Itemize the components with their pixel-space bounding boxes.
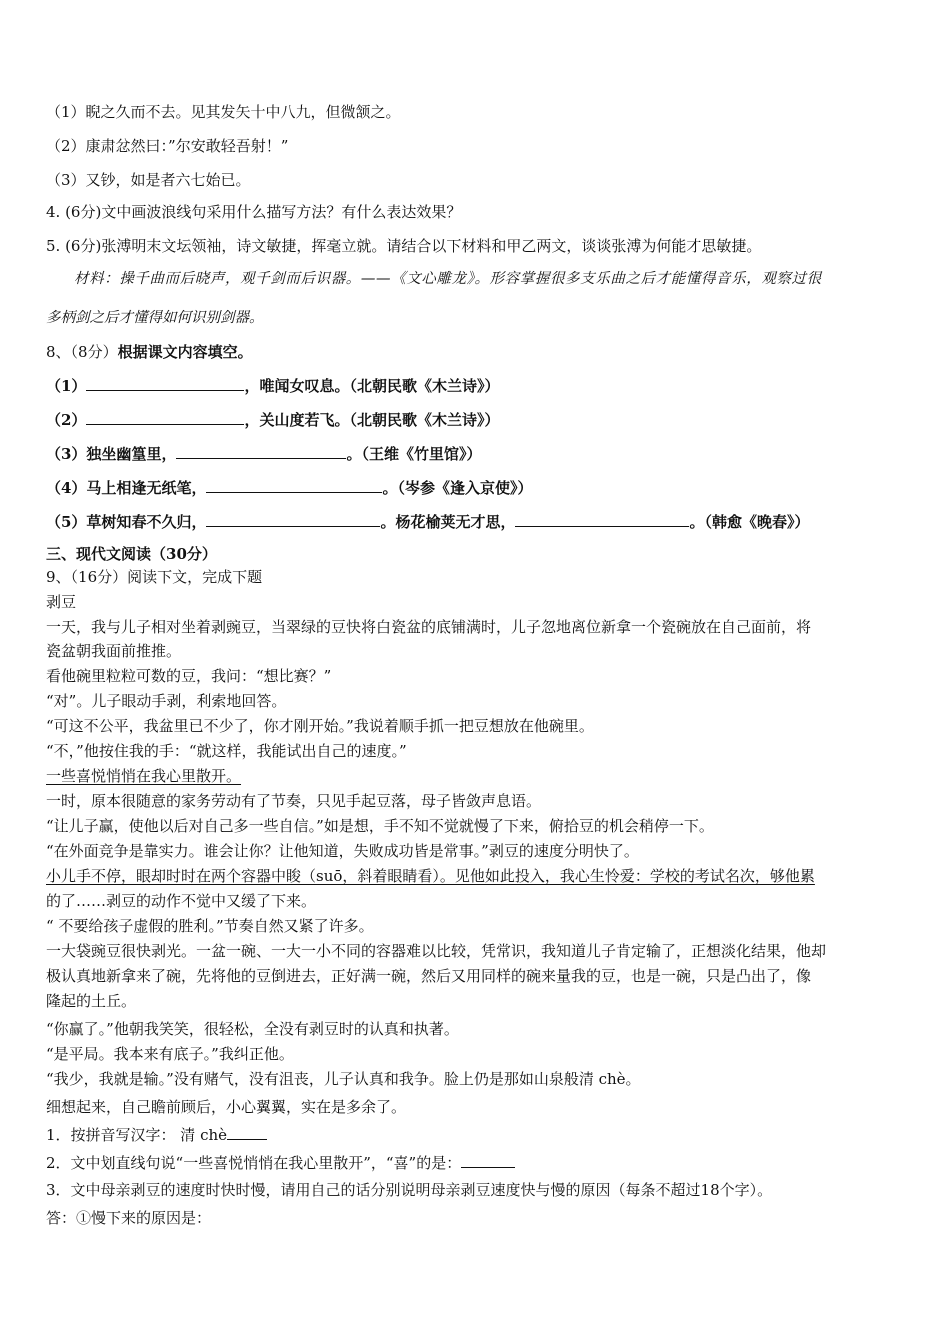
fill-item-3-suffix: 。（王维《竹里馆》） bbox=[346, 445, 482, 463]
question-4: 4. (6分)文中画波浪线句采用什么描写方法？有什么表达效果？ bbox=[46, 203, 462, 221]
translate-line-3: （3）又钞，如是者六七始已。 bbox=[46, 171, 251, 189]
fill-blank-2[interactable] bbox=[86, 408, 244, 425]
story-line-1: 一天，我与儿子相对坐着剥豌豆，当翠绿的豆快将白瓷盆的底铺满时，儿子忽地离位新拿一个瓷碗放在自己面前，将 bbox=[46, 618, 812, 636]
fill-item-2 bbox=[46, 408, 499, 431]
story-line-13: “ 不要给孩子虚假的胜利。”节奏自然又紧了许多。 bbox=[46, 917, 374, 935]
fill-blank-1[interactable] bbox=[86, 374, 244, 391]
fill-item-2-suffix: ，关山度若飞。（北朝民歌《木兰诗》） bbox=[244, 411, 500, 429]
fill-item-4-prefix: （4）马上相逢无纸笔， bbox=[46, 479, 207, 497]
answer-line: 答：①慢下来的原因是： bbox=[46, 1209, 212, 1227]
story-line-20: 细想起来，自己瞻前顾后，小心翼翼，实在是多余了。 bbox=[46, 1098, 407, 1116]
story-line-17: “你赢了。”他朝我笑笑，很轻松，全没有剥豆时的认真和执著。 bbox=[46, 1020, 459, 1038]
translate-line-2: （2）康肃忿然曰：”尔安敢轻吾射！” bbox=[46, 137, 289, 155]
question-9-3: 3．文中母亲剥豆的速度时快时慢，请用自己的话分别说明母亲剥豆速度快与慢的原因（每条不超过18个字）。 bbox=[46, 1181, 773, 1199]
question-5: 5. (6分)张溥明末文坛领袖，诗文敏捷，挥毫立就。请结合以下材料和甲乙两文，谈谈张溥为何能才思敏捷。 bbox=[46, 237, 762, 255]
material-line-1: 材料：操千曲而后晓声，观千剑而后识器。——《文心雕龙》。形容掌握很多支乐曲之后才能懂得音乐，观察过很 bbox=[74, 271, 822, 287]
story-line-18: “是平局。我本来有底子。”我纠正他。 bbox=[46, 1045, 294, 1063]
fill-item-1-prefix: （1） bbox=[46, 377, 87, 395]
answer-blank-9-1[interactable] bbox=[227, 1123, 267, 1140]
question-9-heading: 9、（16分）阅读下文，完成下题 bbox=[46, 568, 263, 586]
fill-item-4 bbox=[46, 476, 532, 499]
story-line-5: “可这不公平，我盆里已不少了，你才刚开始。”我说着顺手抓一把豆想放在他碗里。 bbox=[46, 717, 594, 735]
material-line-2: 多柄剑之后才懂得如何识别剑器。 bbox=[46, 310, 264, 326]
story-line-4: “对”。儿子眼动手剥，利索地回答。 bbox=[46, 692, 287, 710]
section-3-heading: 三、现代文阅读（30分） bbox=[46, 545, 217, 563]
fill-item-5-prefix: （5）草树知春不久归， bbox=[46, 513, 207, 531]
question-9-1 bbox=[46, 1123, 267, 1146]
translate-line-1: （1）睨之久而不去。见其发矢十中八九，但微颔之。 bbox=[46, 103, 401, 121]
question-8-number: 8、（8分） bbox=[46, 343, 118, 361]
fill-item-5 bbox=[46, 510, 809, 533]
fill-blank-5a[interactable] bbox=[206, 510, 380, 527]
story-line-15: 极认真地新拿来了碗，先将他的豆倒进去，正好满一碗，然后又用同样的碗来量我的豆，也是一碗，只是凸出了，像 bbox=[46, 967, 812, 985]
story-line-19: “我少，我就是输。”没有赌气，没有沮丧，儿子认真和我争。脸上仍是那如山泉般清 chè。 bbox=[46, 1070, 641, 1088]
fill-blank-5b[interactable] bbox=[515, 510, 689, 527]
story-line-16: 隆起的土丘。 bbox=[46, 992, 137, 1010]
story-line-10: “在外面竞争是靠实力。谁会让你？让他知道，失败成功皆是常事。”剥豆的速度分明快了。 bbox=[46, 842, 639, 860]
fill-item-3 bbox=[46, 442, 481, 465]
fill-item-3-prefix: （3）独坐幽篁里， bbox=[46, 445, 177, 463]
story-underlined-sentence: 一些喜悦悄悄在我心里散开。 bbox=[46, 767, 242, 785]
fill-blank-3[interactable] bbox=[176, 442, 346, 459]
question-9-2-text: 2．文中划直线句说“一些喜悦悄悄在我心里散开”，“喜”的是： bbox=[46, 1154, 462, 1172]
story-line-2: 瓷盆朝我面前推推。 bbox=[46, 642, 182, 660]
story-wavy-sentence: 小儿手不停，眼却时时在两个容器中睃（suō，斜着眼睛看）。见他如此投入，我心生怜爱：学校的考试名次，够他累 bbox=[46, 867, 815, 885]
story-title: 剥豆 bbox=[46, 593, 77, 611]
story-line-8: 一时，原本很随意的家务劳动有了节奏，只见手起豆落，母子皆敛声息语。 bbox=[46, 792, 542, 810]
fill-item-1-suffix: ，唯闻女叹息。（北朝民歌《木兰诗》） bbox=[244, 377, 500, 395]
fill-blank-4[interactable] bbox=[206, 476, 382, 493]
question-8-text: 根据课文内容填空。 bbox=[117, 343, 253, 361]
question-8-heading bbox=[46, 341, 253, 363]
question-9-2 bbox=[46, 1151, 515, 1174]
question-9-1-text: 1．按拼音写汉字： 清 chè bbox=[46, 1126, 228, 1144]
fill-item-4-suffix: 。（岑参《逢入京使》） bbox=[382, 479, 533, 497]
fill-item-5-middle: 。杨花榆荚无才思， bbox=[380, 513, 516, 531]
story-line-11 bbox=[46, 865, 815, 887]
story-line-14: 一大袋豌豆很快剥光。一盆一碗、一大一小不同的容器难以比较，凭常识，我知道儿子肯定输了，正想淡化结果，他却 bbox=[46, 942, 827, 960]
story-line-9: “让儿子赢，使他以后对自己多一些自信。”如是想，手不知不觉就慢了下来，俯拾豆的机会稍停一下。 bbox=[46, 817, 714, 835]
fill-item-5-suffix: 。（韩愈《晚春》） bbox=[689, 513, 810, 531]
answer-blank-9-2[interactable] bbox=[461, 1151, 515, 1168]
story-line-6: “不，”他按住我的手：“就这样，我能试出自己的速度。” bbox=[46, 742, 407, 760]
fill-item-1 bbox=[46, 374, 499, 397]
fill-item-2-prefix: （2） bbox=[46, 411, 87, 429]
story-line-3: 看他碗里粒粒可数的豆，我问：“想比赛？” bbox=[46, 667, 332, 685]
story-line-12: 的了……剥豆的动作不觉中又缓了下来。 bbox=[46, 892, 317, 910]
